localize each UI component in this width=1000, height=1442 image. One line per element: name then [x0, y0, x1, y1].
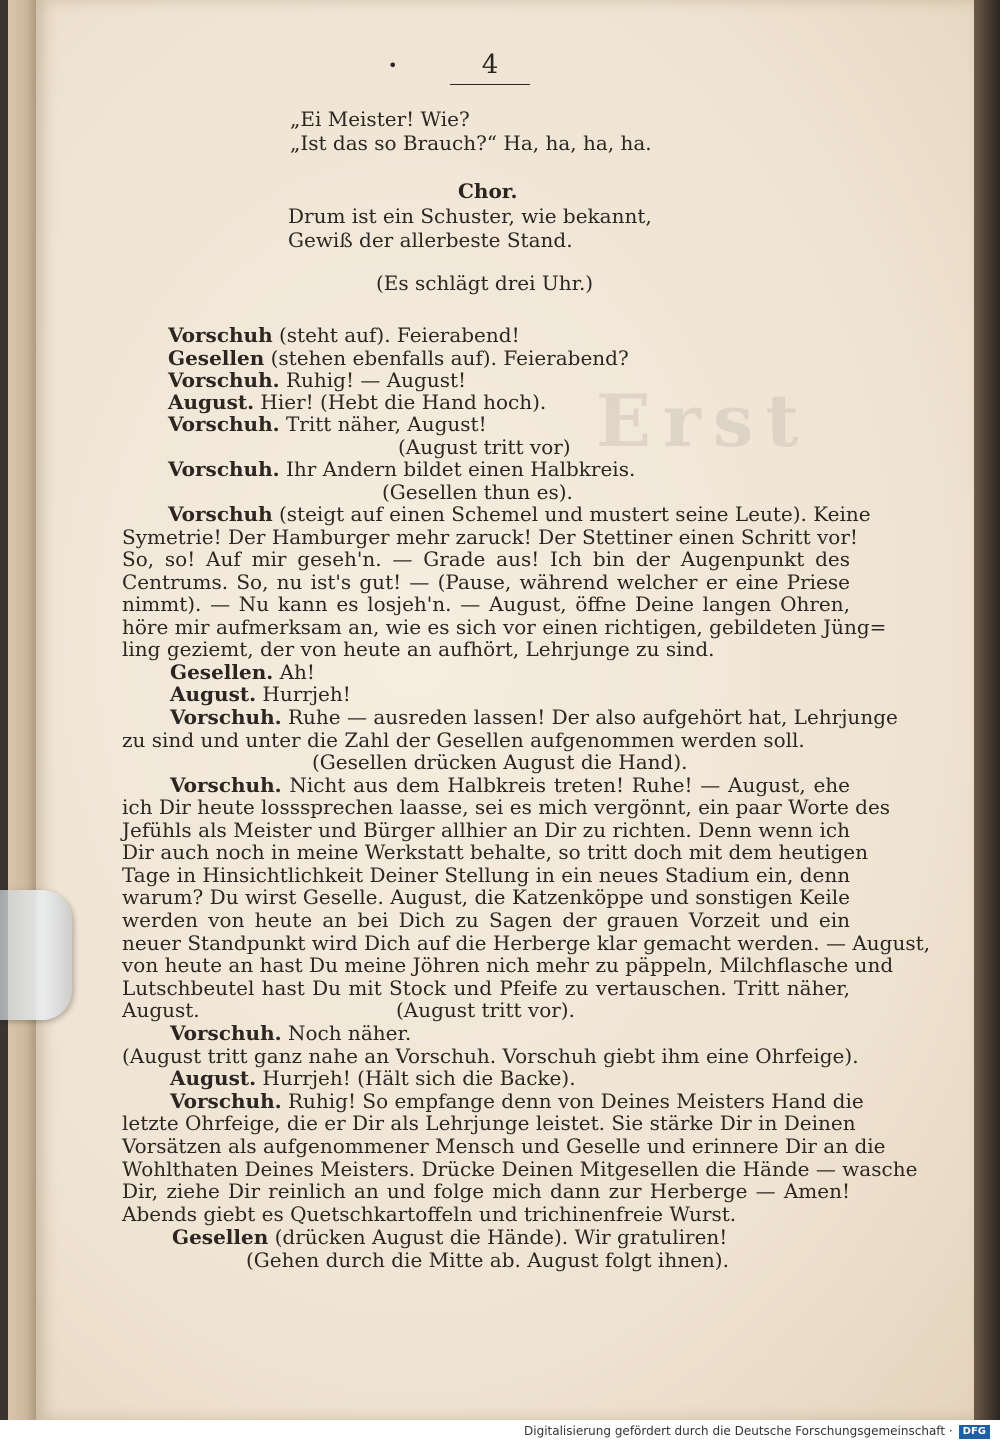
text-line — [288, 229, 573, 251]
line-text: Wohlthaten Deines Meisters. Drücke Deinen Mitgesellen die Hände — wasche — [122, 1157, 918, 1181]
text-line — [122, 977, 850, 999]
text-line — [168, 391, 546, 413]
binding-board — [8, 0, 38, 1420]
line-text: (drücken August die Hände). Wir gratuliren! — [268, 1225, 728, 1249]
text-line — [122, 909, 850, 931]
text-line — [122, 548, 850, 570]
text-line — [168, 502, 871, 526]
speaker-name: August. — [170, 1066, 257, 1090]
text-line — [122, 886, 850, 908]
page-number: 4 — [450, 50, 530, 85]
page-dot: • — [388, 56, 398, 75]
line-text: „Ei Meister! Wie? — [290, 107, 470, 131]
line-text: zu sind und unter die Zahl der Gesellen aufgenommen werden soll. — [122, 728, 805, 752]
text-line — [122, 571, 850, 593]
line-text: (Gesellen drücken August die Hand). — [312, 750, 688, 774]
line-text: Ruhe — ausreden lassen! Der also aufgehört hat, Lehrjunge — [281, 705, 898, 729]
text-line — [122, 1157, 918, 1181]
text-line — [122, 931, 931, 955]
line-text: Ruhig! So empfange denn von Deines Meisters Hand die — [281, 1089, 864, 1113]
line-text: werden von heute an bei Dich zu Sagen der grauen Vorzeit und ein — [122, 908, 850, 932]
text-line — [170, 1022, 411, 1044]
line-text: Dir, ziehe Dir reinlich an und folge mich dann zur Herberge — Amen! — [122, 1179, 850, 1203]
line-text: Dir auch noch in meine Werkstatt behalte, so tritt doch mit dem heutigen — [122, 840, 869, 864]
line-text: Tage in Hinsichtlichkeit Deiner Stellung in ein neues Stadium ein, denn — [122, 863, 851, 887]
speaker-name: Gesellen — [172, 1225, 269, 1249]
text-line — [312, 751, 688, 773]
speaker-name: Vorschuh. — [168, 457, 280, 481]
line-text: Hier! (Hebt die Hand hoch). — [254, 390, 547, 414]
line-text: letzte Ohrfeige, die er Dir als Lehrjunge leistet. Sie stärke Dir in Deinen — [122, 1111, 856, 1135]
line-text: Centrums. So, nu ist's gut! — (Pause, während welcher er eine Priese — [122, 570, 850, 594]
text-line — [246, 1249, 729, 1271]
line-text: neuer Standpunkt wird Dich auf die Herberge klar gemacht werden. — August, — [122, 931, 931, 955]
speaker-name: August. — [168, 390, 255, 414]
line-text: Chor. — [458, 179, 518, 203]
text-line — [122, 795, 891, 819]
text-line — [168, 347, 629, 369]
text-line — [168, 458, 635, 480]
line-text: ling geziemt, der von heute an aufhört, Lehrjunge zu sind. — [122, 637, 715, 661]
text-line — [122, 1134, 886, 1158]
text-line — [168, 413, 487, 435]
speaker-name: Vorschuh. — [170, 1021, 282, 1045]
line-text: Ihr Andern bildet einen Halbkreis. — [279, 457, 636, 481]
speaker-name: Gesellen. — [170, 660, 274, 684]
text-line — [290, 132, 652, 154]
text-line — [122, 999, 200, 1021]
text-line — [376, 272, 593, 294]
dfg-logo: DFG — [959, 1425, 990, 1439]
text-line — [122, 819, 850, 841]
speaker-name: Vorschuh. — [170, 705, 282, 729]
text-line — [398, 436, 571, 458]
line-text: von heute an hast Du meine Jöhren nich mehr zu päppeln, Milchflasche und — [122, 953, 894, 977]
text-line — [170, 774, 850, 796]
speaker-name: Vorschuh — [168, 323, 273, 347]
line-text: Ruhig! — August! — [279, 368, 467, 392]
text-line — [122, 1111, 856, 1135]
line-text: Nicht aus dem Halbkreis treten! Ruhe! — August, ehe — [281, 773, 850, 797]
line-text: Abends giebt es Quetschkartoffeln und trichinenfreie Wurst. — [122, 1202, 737, 1226]
speaker-name: Vorschuh. — [168, 412, 280, 436]
line-text: warum? Du wirst Geselle. August, die Katzenköppe und sonstigen Keile — [122, 885, 850, 909]
text-line — [122, 953, 894, 977]
text-line — [122, 1180, 850, 1202]
text-line — [170, 683, 351, 705]
text-line — [382, 481, 573, 503]
text-line — [458, 180, 517, 202]
text-line — [122, 1203, 736, 1225]
line-text: Gewiß der allerbeste Stand. — [288, 228, 573, 252]
speaker-name: Gesellen — [168, 346, 265, 370]
line-text: (August tritt ganz nahe an Vorschuh. Vorschuh giebt ihm eine Ohrfeige). — [122, 1044, 859, 1068]
line-text: (August tritt vor). — [396, 998, 575, 1022]
text-line — [122, 864, 850, 886]
text-line — [172, 1226, 727, 1248]
text-line — [170, 1067, 576, 1089]
line-text: „Ist das so Brauch?“ Ha, ha, ha, ha. — [290, 131, 652, 155]
line-text: nimmt). — Nu kann es losjeh'n. — August, öffne Deine langen Ohren, — [122, 592, 850, 616]
speaker-name: Vorschuh — [168, 502, 273, 526]
speaker-name: Vorschuh. — [170, 1089, 282, 1113]
footer-bar — [0, 1420, 1000, 1442]
text-line — [168, 324, 520, 346]
line-text: (Es schlägt drei Uhr.) — [376, 271, 594, 295]
bleed-through-ghost: Erst — [596, 378, 811, 463]
text-line — [122, 729, 805, 751]
text-line — [288, 205, 652, 227]
footer-credit: Digitalisierung gefördert durch die Deutsche Forschungsgemeinschaft · — [524, 1424, 953, 1438]
line-text: Jefühls als Meister und Bürger allhier an Dir zu richten. Denn wenn ich — [122, 818, 850, 842]
line-text: (Gehen durch die Mitte ab. August folgt ihnen). — [246, 1248, 729, 1272]
text-line — [168, 369, 466, 391]
page-edge — [974, 0, 1000, 1420]
line-text: ich Dir heute losssprechen laasse, sei es mich vergönnt, ein paar Worte des — [122, 795, 891, 819]
text-line — [122, 525, 858, 549]
text-line — [170, 1089, 864, 1113]
line-text: Vorsätzen als aufgenommener Mensch und Geselle und erinnere Dir an die — [122, 1134, 886, 1158]
text-line — [290, 108, 470, 130]
clip-holder — [0, 890, 72, 1020]
line-text: Tritt näher, August! — [279, 412, 487, 436]
speaker-name: Vorschuh. — [168, 368, 280, 392]
line-text: So, so! Auf mir geseh'n. — Grade aus! Ich bin der Augenpunkt des — [122, 547, 850, 571]
speaker-name: August. — [170, 682, 257, 706]
line-text: August. — [122, 998, 200, 1022]
line-text: (stehen ebenfalls auf). Feierabend? — [264, 346, 629, 370]
text-line — [170, 661, 315, 683]
text-line — [170, 705, 898, 729]
speaker-name: Vorschuh. — [170, 773, 282, 797]
line-text: (steigt auf einen Schemel und mustert seine Leute). Keine — [272, 502, 871, 526]
text-line — [122, 615, 887, 639]
line-text: Hurrjeh! — [256, 682, 351, 706]
line-text: Ah! — [273, 660, 315, 684]
line-text: Drum ist ein Schuster, wie bekannt, — [288, 204, 652, 228]
line-text: Hurrjeh! (Hält sich die Backe). — [256, 1066, 576, 1090]
line-text: Noch näher. — [281, 1021, 412, 1045]
text-line — [122, 638, 715, 660]
line-text: Symetrie! Der Hamburger mehr zaruck! Der Stettiner einen Schritt vor! — [122, 525, 858, 549]
text-line — [122, 593, 850, 615]
line-text: höre mir aufmerksam an, wie es sich vor einen richtigen, gebildeten Jüng= — [122, 615, 887, 639]
line-text: Lutschbeutel hast Du mit Stock und Pfeife zu vertauschen. Tritt näher, — [122, 976, 850, 1000]
line-text: (August tritt vor) — [398, 435, 571, 459]
text-line — [122, 840, 869, 864]
line-text: (Gesellen thun es). — [382, 480, 573, 504]
line-text: (steht auf). Feierabend! — [272, 323, 520, 347]
text-line — [396, 999, 575, 1021]
text-line — [122, 1044, 859, 1068]
